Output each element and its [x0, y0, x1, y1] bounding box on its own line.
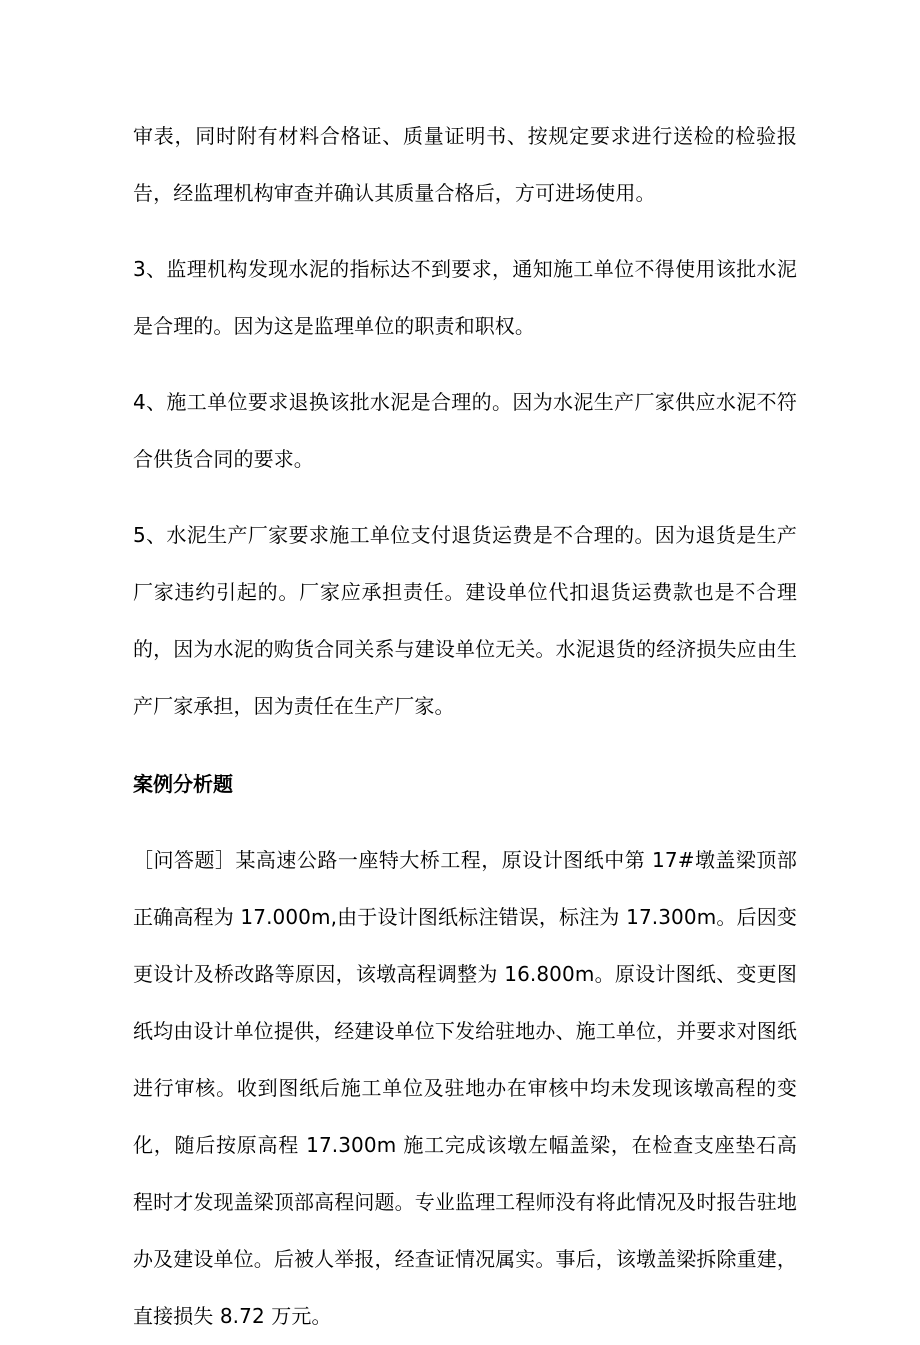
question-paragraph: ［问答题］某高速公路一座特大桥工程，原设计图纸中第 17#墩盖梁顶部正确高程为 17.000m,由于设计图纸标注错误，标注为 17.300m。后因变更设计及桥改路等原因，该墩高程调整为 16.800m。原设计图纸、变更图纸均由设计单位提供，经建设单位下发给驻地办、施工单位，并要求对图纸进行审核。收到图纸后施工单位及驻地办在审核中均未发现该墩高程的变化，随后按原高程 17.300m 施工完成该墩左幅盖梁，在检查支座垫石高程时才发现盖梁顶部高程问题。专业监理工程师没有将此情况及时报告驻地办及建设单位。后被人举报，经查证情况属实。事后，该墩盖梁拆除重建，直接损失 8.72 万元。 [133, 848, 797, 1328]
paragraph-answer-5: 5、水泥生产厂家要求施工单位支付退货运费是不合理的。因为退货是生产厂家违约引起的。厂家应承担责任。建设单位代扣退货运费款也是不合理的，因为水泥的购货合同关系与建设单位无关。水泥退货的经济损失应由生产厂家承担，因为责任在生产厂家。 [133, 523, 797, 718]
paragraph-answer-3: 3、监理机构发现水泥的指标达不到要求，通知施工单位不得使用该批水泥是合理的。因为这是监理单位的职责和职权。 [133, 257, 797, 338]
section-heading: 案例分析题 [133, 772, 233, 796]
paragraph-answer-4: 4、施工单位要求退换该批水泥是合理的。因为水泥生产厂家供应水泥不符合供货合同的要求。 [133, 390, 797, 471]
paragraph-continuation: 审表，同时附有材料合格证、质量证明书、按规定要求进行送检的检验报告，经监理机构审查并确认其质量合格后，方可进场使用。 [133, 124, 797, 205]
document-page [133, 108, 797, 1345]
